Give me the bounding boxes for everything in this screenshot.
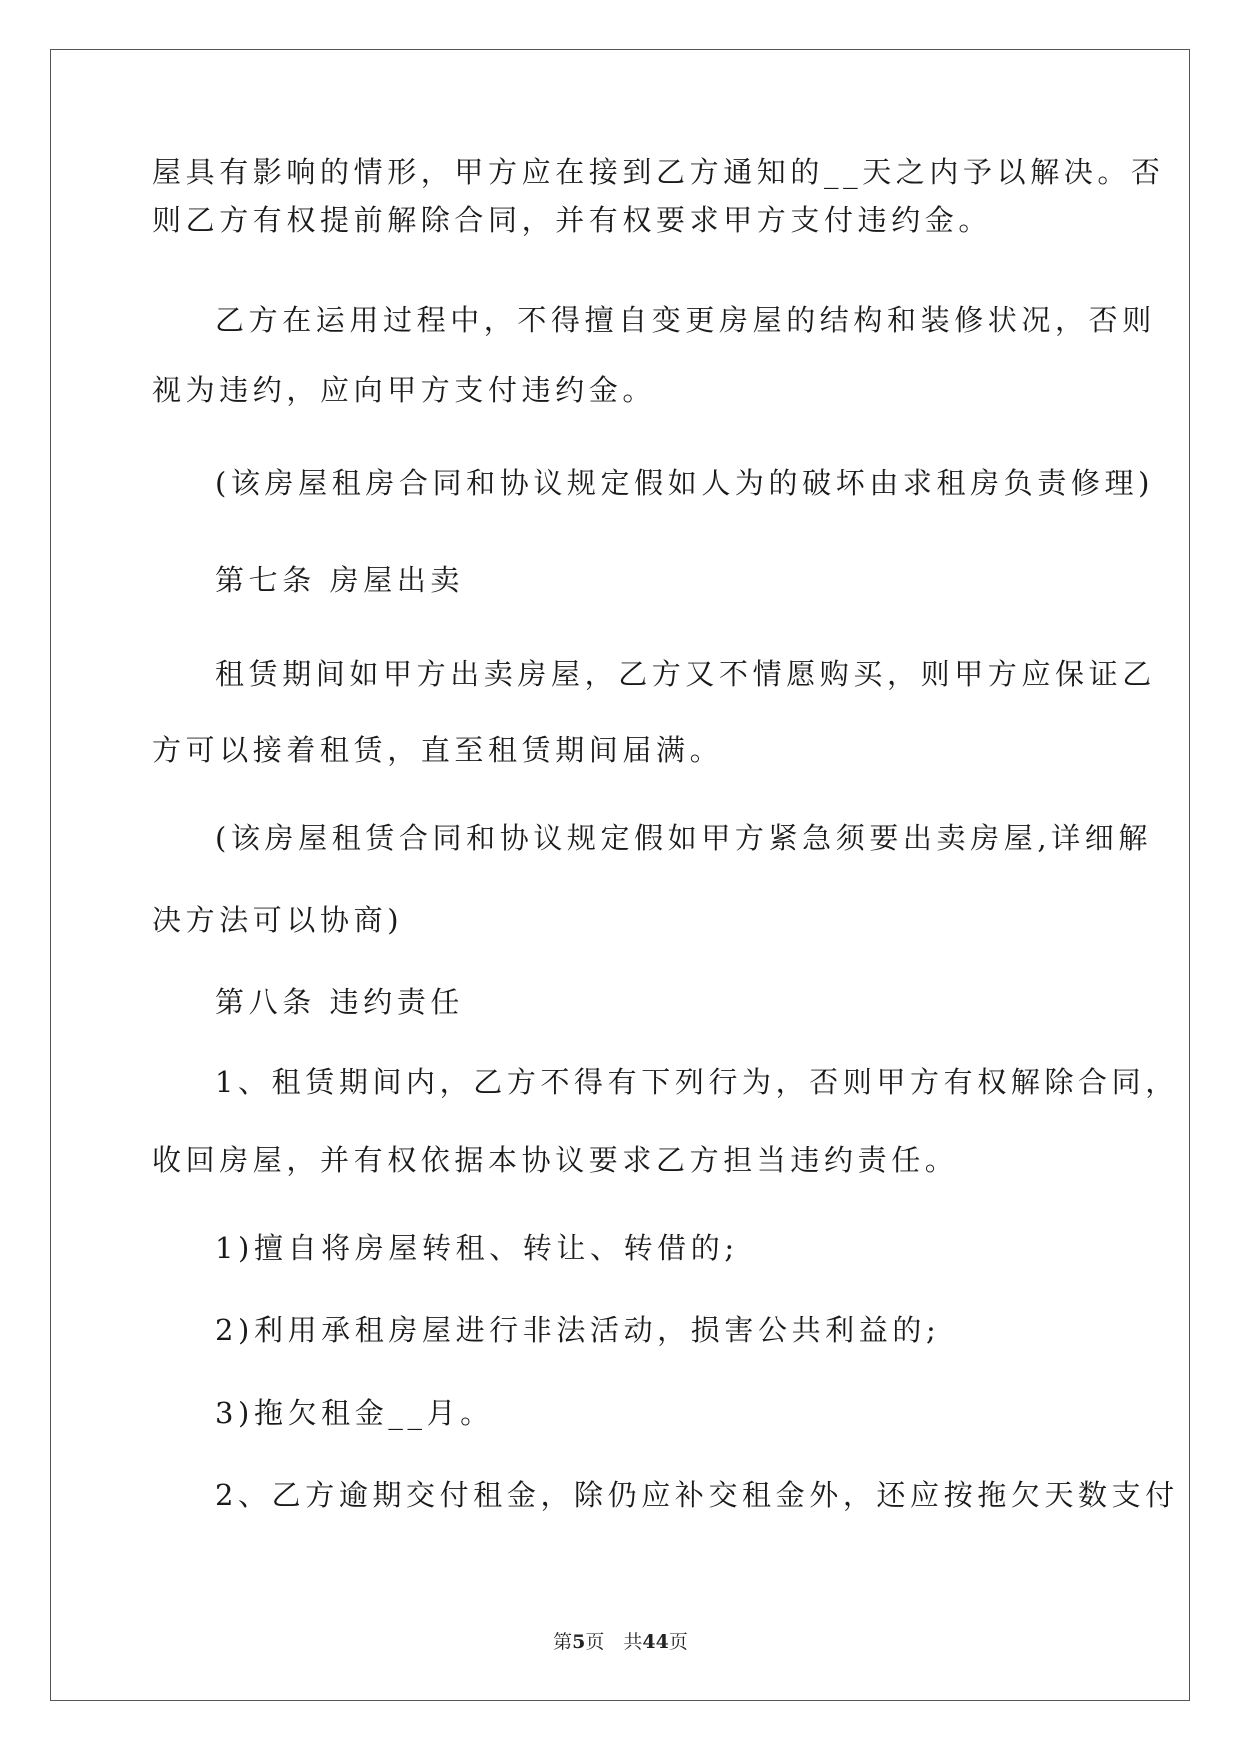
text-line: (该房屋租房合同和协议规定假如人为的破坏由求租房负责修理) (215, 466, 1155, 500)
list-item: 3)拖欠租金__月。 (215, 1396, 494, 1430)
page-footer (0, 1630, 1241, 1654)
text-line: (该房屋租赁合同和协议规定假如甲方紧急须要出卖房屋,详细解 (215, 821, 1152, 855)
footer-prefix: 第 (553, 1631, 573, 1653)
list-item: 2)利用承租房屋进行非法活动，损害公共利益的; (215, 1313, 941, 1347)
section-heading: 第七条 房屋出卖 (215, 563, 465, 597)
text-line: 方可以接着租赁，直至租赁期间届满。 (152, 733, 724, 767)
footer-suffix: 页 (668, 1631, 688, 1653)
text-line: 1、租赁期间内，乙方不得有下列行为，否则甲方有权解除合同， (215, 1065, 1179, 1099)
text-line: 则乙方有权提前解除合同，并有权要求甲方支付违约金。 (152, 203, 993, 237)
text-line: 屋具有影响的情形，甲方应在接到乙方通知的__天之内予以解决。否 (152, 155, 1165, 189)
text-line: 乙方在运用过程中，不得擅自变更房屋的结构和装修状况，否则 (215, 303, 1156, 337)
section-heading: 第八条 违约责任 (215, 985, 465, 1019)
text-line: 2、乙方逾期交付租金，除仍应补交租金外，还应按拖欠天数支付 (215, 1478, 1179, 1512)
page-border (50, 49, 1190, 1701)
current-page-number: 5 (572, 1631, 586, 1653)
text-line: 收回房屋，并有权依据本协议要求乙方担当违约责任。 (152, 1143, 959, 1177)
text-line: 决方法可以协商) (152, 903, 404, 937)
text-line: 视为违约，应向甲方支付违约金。 (152, 373, 657, 407)
total-page-count: 44 (642, 1631, 669, 1653)
footer-mid: 页 共 (585, 1631, 643, 1653)
list-item: 1)擅自将房屋转租、转让、转借的; (215, 1231, 739, 1265)
text-line: 租赁期间如甲方出卖房屋，乙方又不情愿购买，则甲方应保证乙 (215, 657, 1156, 691)
